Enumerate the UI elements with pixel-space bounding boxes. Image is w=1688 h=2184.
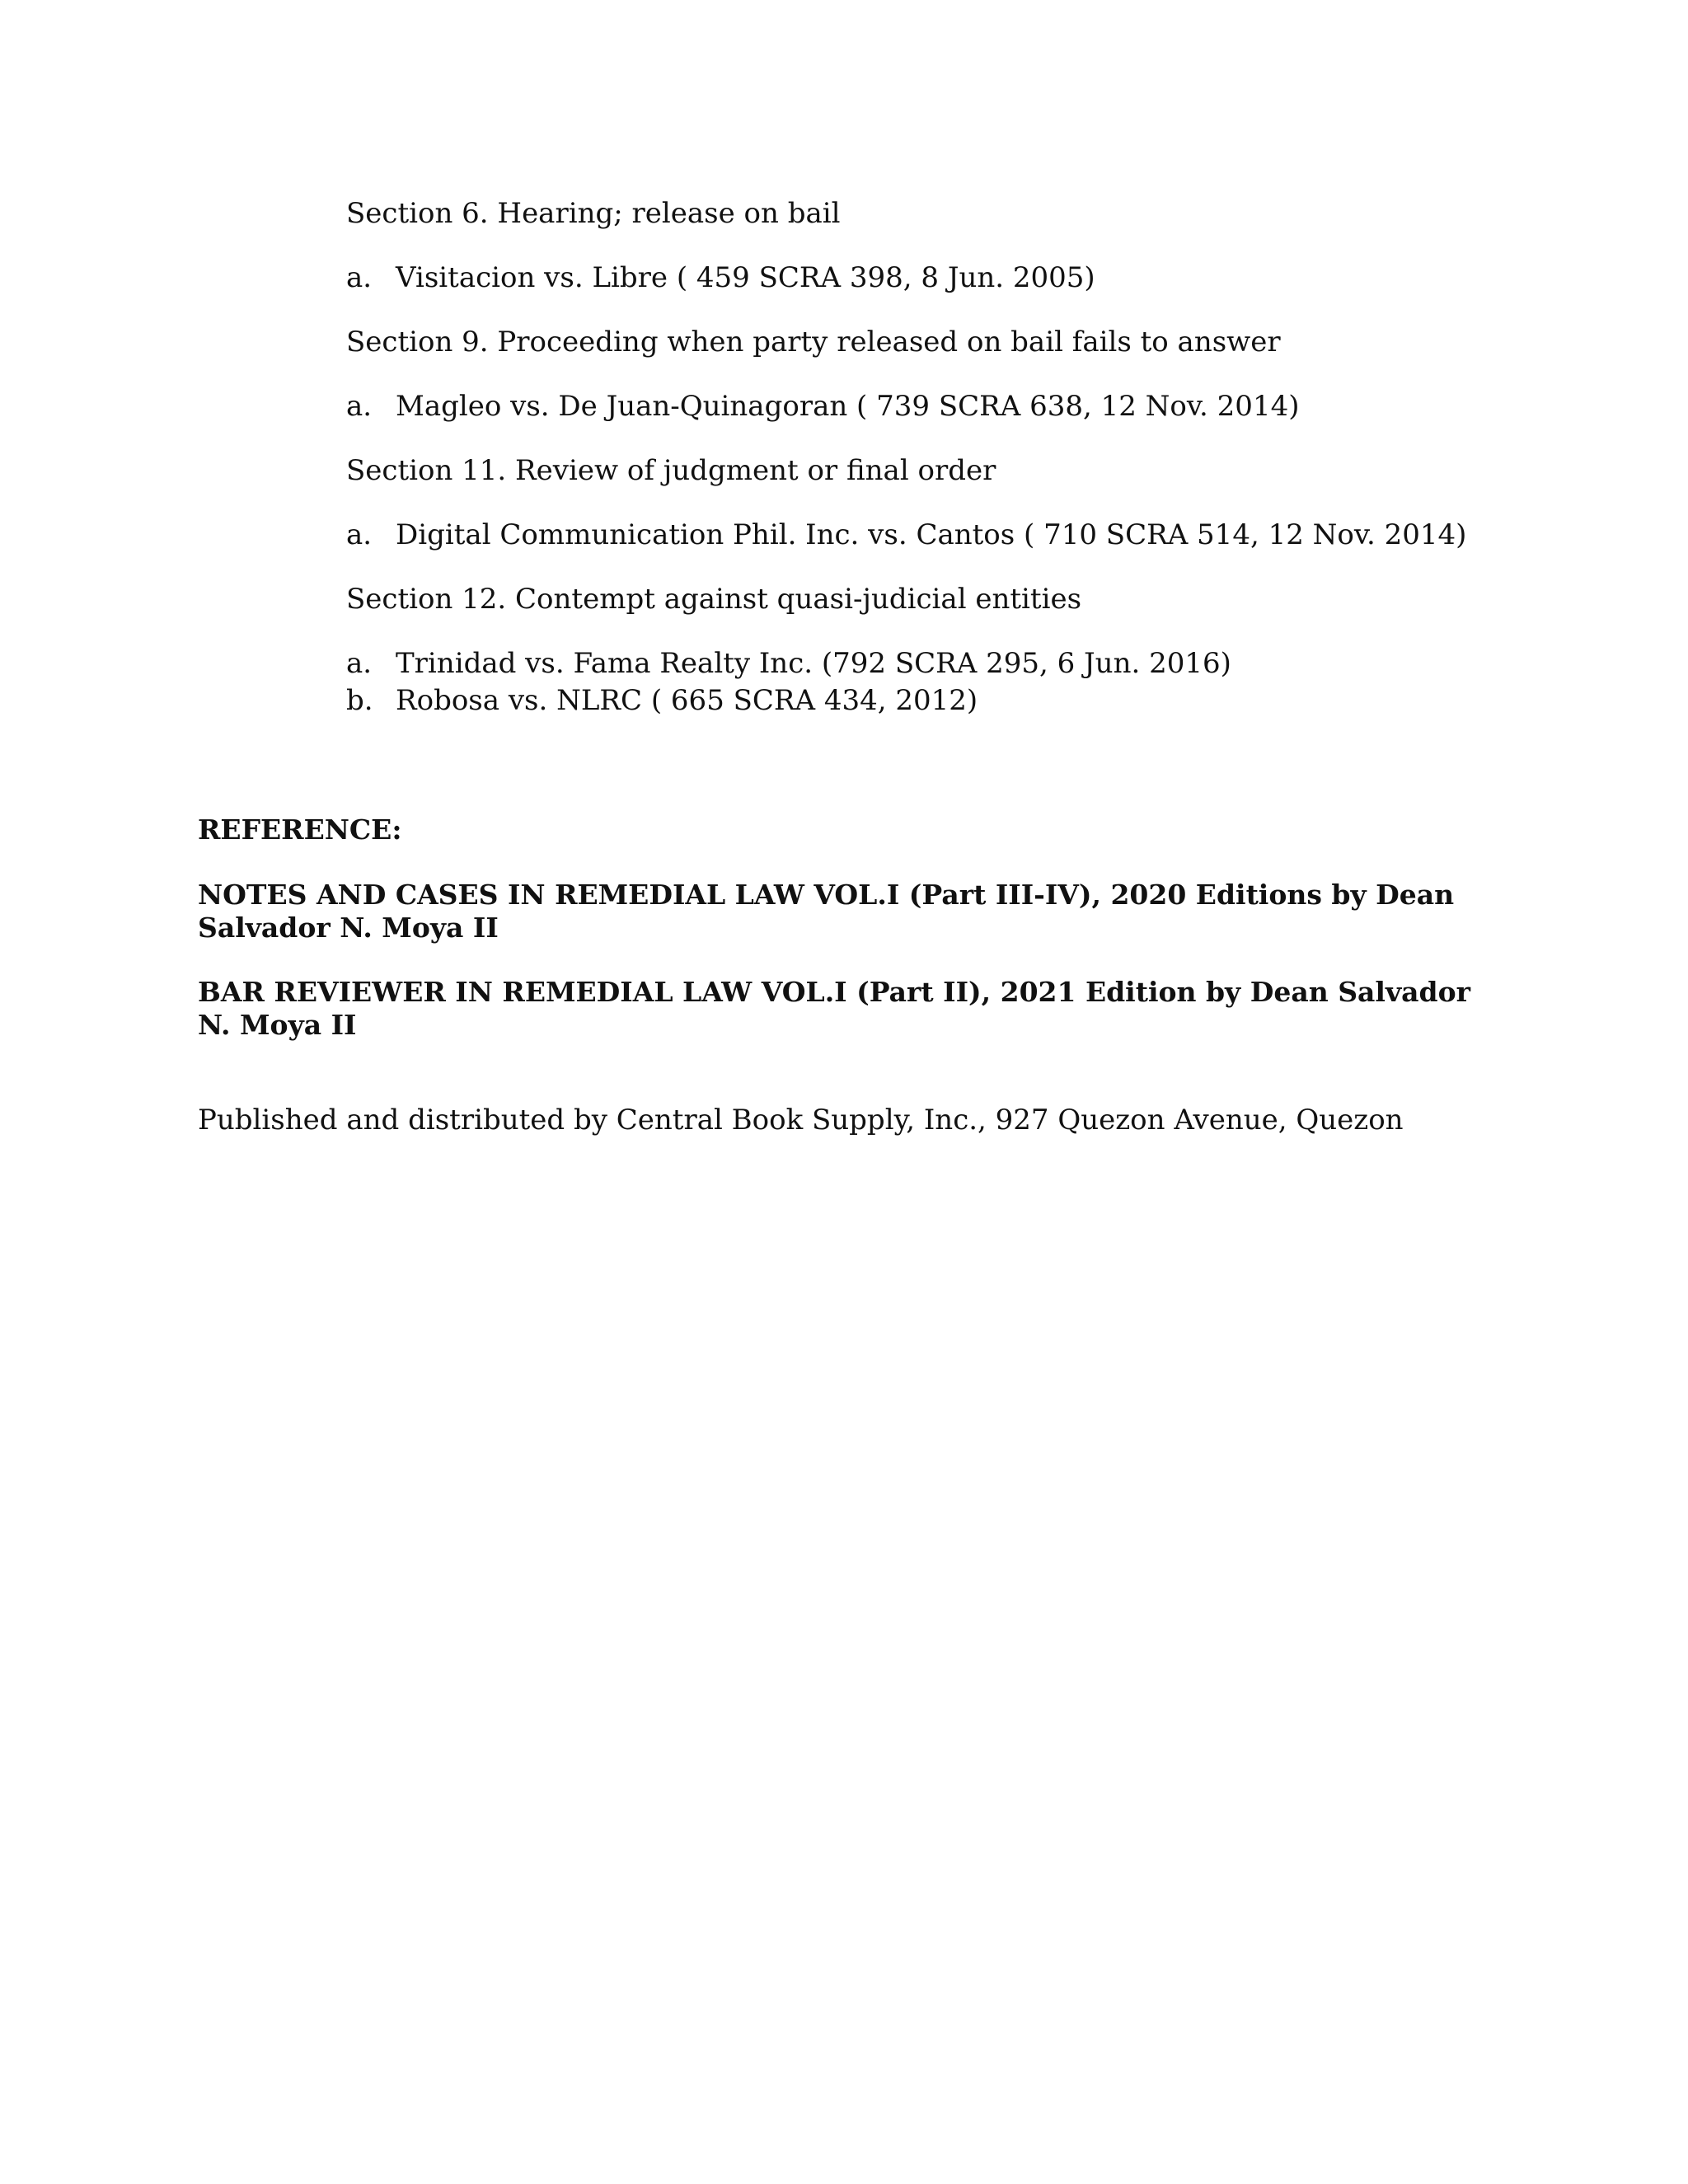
case-citation: Digital Communication Phil. Inc. vs. Cantos ( 710 SCRA 514, 12 Nov. 2014) [396, 518, 1467, 551]
case-marker: a. [346, 390, 373, 423]
case-citation: Robosa vs. NLRC ( 665 SCRA 434, 2012) [396, 684, 978, 717]
case-marker: a. [346, 647, 373, 680]
section-heading: Section 11. Review of judgment or final order [346, 454, 996, 487]
case-marker: a. [346, 518, 373, 551]
reference-item: BAR REVIEWER IN REMEDIAL LAW VOL.I (Part II), 2021 Edition by Dean Salvador N. Moya II [198, 976, 1470, 1041]
reference-item: NOTES AND CASES IN REMEDIAL LAW VOL.I (Part III-IV), 2020 Editions by Dean Salvador N. Moya II [198, 879, 1455, 944]
publisher-note: Published and distributed by Central Book Supply, Inc., 927 Quezon Avenue, Quezon [198, 1104, 1404, 1137]
case-citation: Visitacion vs. Libre ( 459 SCRA 398, 8 Jun. 2005) [396, 261, 1095, 294]
case-marker: a. [346, 261, 373, 294]
section-heading: Section 6. Hearing; release on bail [346, 197, 841, 230]
reference-label: REFERENCE: [198, 813, 402, 846]
case-marker: b. [346, 684, 373, 717]
section-heading: Section 9. Proceeding when party released on bail fails to answer [346, 326, 1281, 359]
case-citation: Magleo vs. De Juan-Quinagoran ( 739 SCRA 638, 12 Nov. 2014) [396, 390, 1300, 423]
case-citation: Trinidad vs. Fama Realty Inc. (792 SCRA 295, 6 Jun. 2016) [396, 647, 1231, 680]
section-heading: Section 12. Contempt against quasi-judicial entities [346, 583, 1082, 616]
